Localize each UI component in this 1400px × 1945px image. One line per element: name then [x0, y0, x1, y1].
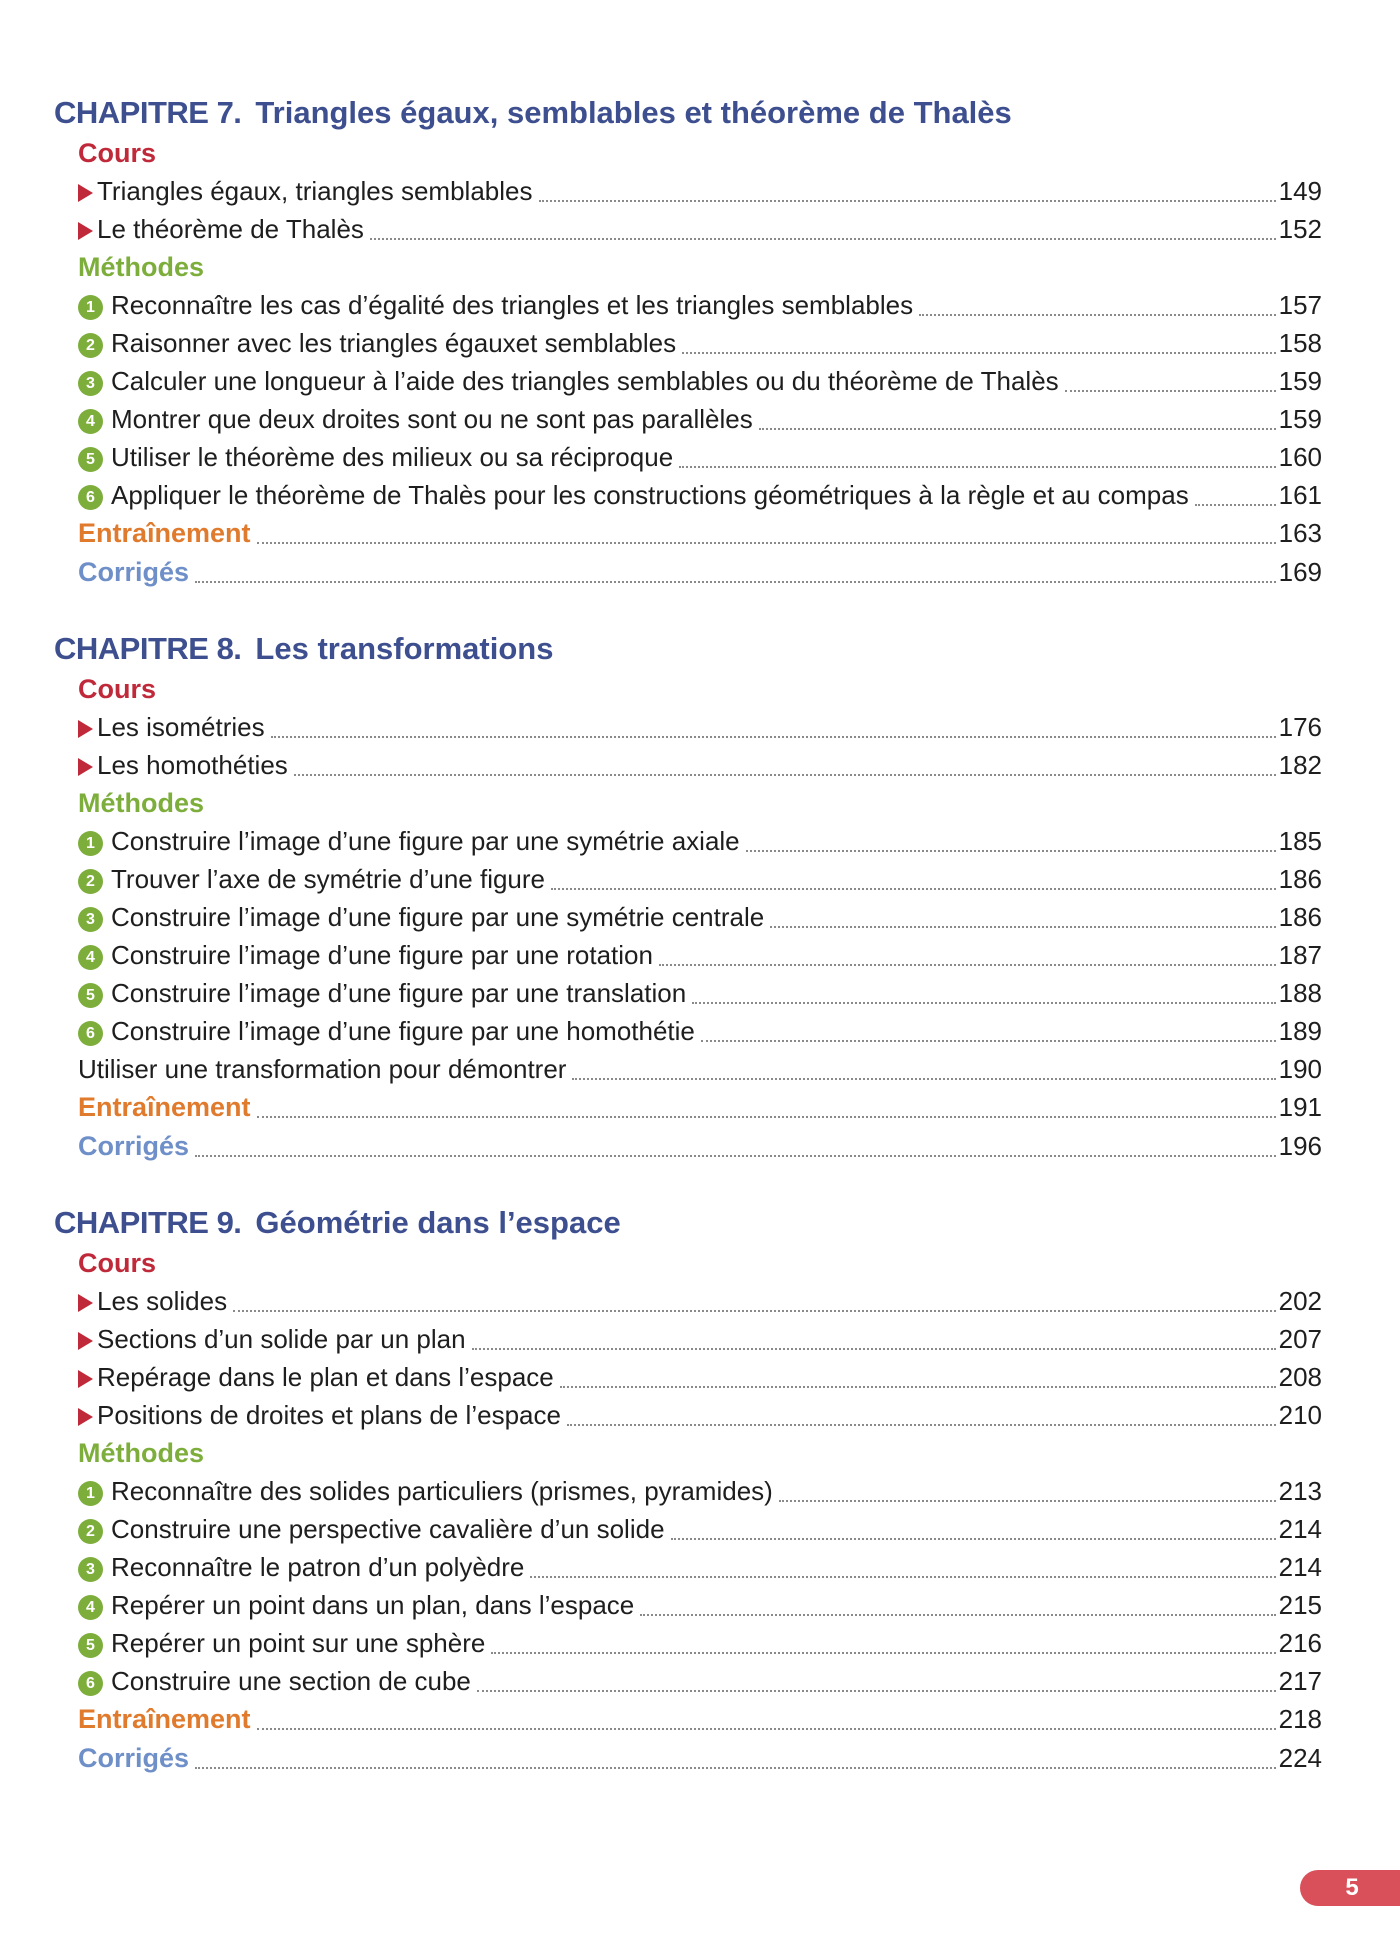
dot-leader	[477, 1689, 1276, 1692]
entry-title: Utiliser une transformation pour démontrer	[78, 1054, 567, 1084]
entry-title: Construire l’image d’une figure par une symétrie axiale	[111, 826, 740, 856]
cours-heading: Cours	[78, 138, 157, 168]
page-number: 213	[1278, 1476, 1322, 1506]
entry-title: Entraînement	[78, 1092, 251, 1122]
page-number: 208	[1278, 1362, 1322, 1392]
entry-title: Corrigés	[78, 1131, 190, 1161]
methodes-heading: Méthodes	[78, 788, 205, 818]
corriges-entry[interactable]	[78, 1127, 1322, 1166]
step-number-badge: 3	[78, 1557, 103, 1582]
entrainement-entry[interactable]	[78, 514, 1322, 553]
dot-leader	[539, 199, 1276, 202]
entry-title: Construire l’image d’une figure par une homothétie	[111, 1016, 695, 1046]
entry-title: Reconnaître les cas d’égalité des triangles et les triangles semblables	[111, 290, 914, 320]
entry-title: Entraînement	[78, 518, 251, 548]
cours-entry[interactable]	[78, 708, 1322, 746]
page-number: 189	[1278, 1016, 1322, 1046]
methode-entry[interactable]	[78, 1662, 1322, 1700]
dot-leader	[560, 1385, 1276, 1388]
cours-entry[interactable]	[78, 1320, 1322, 1358]
page-number: 190	[1278, 1054, 1322, 1084]
step-number-badge: 4	[78, 945, 103, 970]
step-number-badge: 1	[78, 831, 103, 856]
page-number: 188	[1278, 978, 1322, 1008]
cours-entry[interactable]	[78, 1358, 1322, 1396]
dot-leader	[701, 1039, 1276, 1042]
dot-leader	[530, 1575, 1275, 1578]
entry-title: Repérer un point dans un plan, dans l’espace	[111, 1590, 635, 1620]
dot-leader	[770, 925, 1275, 928]
dot-leader	[491, 1651, 1275, 1654]
table-of-contents	[0, 92, 1400, 1814]
step-number-badge: 4	[78, 409, 103, 434]
entry-title: Reconnaître le patron d’un polyèdre	[111, 1552, 525, 1582]
methode-entry[interactable]	[78, 438, 1322, 476]
methode-entry[interactable]	[78, 324, 1322, 362]
methode-entry[interactable]	[78, 1510, 1322, 1548]
triangle-bullet-icon	[78, 1370, 93, 1388]
triangle-bullet-icon	[78, 720, 93, 738]
entry-title: Appliquer le théorème de Thalès pour les constructions géométriques à la règle et au compas	[111, 480, 1189, 510]
chapter-section	[0, 92, 1400, 592]
methodes-heading: Méthodes	[78, 1438, 205, 1468]
page-number: 176	[1278, 712, 1322, 742]
dot-leader	[294, 773, 1276, 776]
step-number-badge: 5	[78, 447, 103, 472]
step-number-badge: 5	[78, 1633, 103, 1658]
chapter-number: CHAPITRE 7.	[54, 95, 242, 130]
methode-entry[interactable]	[78, 362, 1322, 400]
methode-entry[interactable]	[78, 1624, 1322, 1662]
step-number-badge: 1	[78, 1481, 103, 1506]
step-number-badge: 6	[78, 485, 103, 510]
entry-title: Le théorème de Thalès	[97, 214, 364, 244]
page-number: 159	[1278, 404, 1322, 434]
entry-title: Trouver l’axe de symétrie d’une figure	[111, 864, 546, 894]
corriges-entry[interactable]	[78, 1739, 1322, 1778]
step-number-badge: 2	[78, 1519, 103, 1544]
chapter-title: Triangles égaux, semblables et théorème de Thalès	[255, 95, 1012, 130]
dot-leader	[572, 1077, 1275, 1080]
triangle-bullet-icon	[78, 758, 93, 776]
cours-heading: Cours	[78, 674, 157, 704]
page-number: 218	[1278, 1704, 1322, 1734]
step-number-badge: 4	[78, 1595, 103, 1620]
cours-entry[interactable]	[78, 746, 1322, 784]
dot-leader	[1195, 503, 1276, 506]
page-number: 196	[1278, 1131, 1322, 1161]
methode-entry[interactable]	[78, 974, 1322, 1012]
methode-entry[interactable]	[78, 860, 1322, 898]
page-number: 191	[1278, 1092, 1322, 1122]
methode-entry[interactable]	[78, 936, 1322, 974]
dot-leader	[195, 1154, 1276, 1157]
entry-title: Repérage dans le plan et dans l’espace	[97, 1362, 554, 1392]
entry-title: Les isométries	[97, 712, 265, 742]
cours-entry[interactable]	[78, 1282, 1322, 1320]
page-number: 149	[1278, 176, 1322, 206]
page-number: 214	[1278, 1514, 1322, 1544]
page-number: 202	[1278, 1286, 1322, 1316]
page-number: 224	[1278, 1743, 1322, 1773]
dot-leader	[195, 580, 1276, 583]
entry-title: Les homothéties	[97, 750, 288, 780]
page-number: 169	[1278, 557, 1322, 587]
page-number: 214	[1278, 1552, 1322, 1582]
triangle-bullet-icon	[78, 184, 93, 202]
methode-entry[interactable]	[78, 1472, 1322, 1510]
methode-entry[interactable]	[78, 286, 1322, 324]
dot-leader	[692, 1001, 1275, 1004]
entry-title: Montrer que deux droites sont ou ne sont pas parallèles	[111, 404, 753, 434]
chapter-section	[0, 1202, 1400, 1778]
entry-title: Repérer un point sur une sphère	[111, 1628, 486, 1658]
page-number: 160	[1278, 442, 1322, 472]
methode-entry[interactable]	[78, 476, 1322, 514]
page-number: 182	[1278, 750, 1322, 780]
step-number-badge: 2	[78, 333, 103, 358]
cours-entry[interactable]	[78, 210, 1322, 248]
step-number-badge: 6	[78, 1021, 103, 1046]
triangle-bullet-icon	[78, 1408, 93, 1426]
page-number: 159	[1278, 366, 1322, 396]
dot-leader	[233, 1309, 1276, 1312]
chapter-heading	[54, 92, 1400, 134]
chapter-title: Géométrie dans l’espace	[255, 1205, 621, 1240]
chapter-section	[0, 628, 1400, 1166]
entrainement-entry[interactable]	[78, 1088, 1322, 1127]
dot-leader	[472, 1347, 1276, 1350]
toc-entry[interactable]	[78, 1050, 1322, 1088]
page-number: 185	[1278, 826, 1322, 856]
methodes-heading: Méthodes	[78, 252, 205, 282]
dot-leader	[257, 541, 1276, 544]
chapter-number: CHAPITRE 8.	[54, 631, 242, 666]
step-number-badge: 5	[78, 983, 103, 1008]
entry-title: Triangles égaux, triangles semblables	[97, 176, 533, 206]
entry-title: Utiliser le théorème des milieux ou sa réciproque	[111, 442, 674, 472]
entry-title: Construire l’image d’une figure par une translation	[111, 978, 687, 1008]
page-number: 186	[1278, 864, 1322, 894]
entry-title: Corrigés	[78, 557, 190, 587]
dot-leader	[919, 313, 1276, 316]
dot-leader	[567, 1423, 1276, 1426]
step-number-badge: 3	[78, 371, 103, 396]
page-number: 207	[1278, 1324, 1322, 1354]
entry-title: Corrigés	[78, 1743, 190, 1773]
dot-leader	[195, 1766, 1276, 1769]
entry-title: Construire l’image d’une figure par une rotation	[111, 940, 653, 970]
page-number: 215	[1278, 1590, 1322, 1620]
dot-leader	[746, 849, 1276, 852]
page-number: 152	[1278, 214, 1322, 244]
entry-title: Les solides	[97, 1286, 228, 1316]
entry-title: Construire l’image d’une figure par une symétrie centrale	[111, 902, 765, 932]
page-number: 161	[1278, 480, 1322, 510]
entrainement-entry[interactable]	[78, 1700, 1322, 1739]
triangle-bullet-icon	[78, 1332, 93, 1350]
page-number-badge: 5	[1300, 1870, 1400, 1906]
step-number-badge: 3	[78, 907, 103, 932]
chapter-title: Les transformations	[255, 631, 554, 666]
entry-title: Sections d’un solide par un plan	[97, 1324, 466, 1354]
step-number-badge: 1	[78, 295, 103, 320]
dot-leader	[551, 887, 1276, 890]
entry-title: Positions de droites et plans de l’espace	[97, 1400, 561, 1430]
dot-leader	[682, 351, 1276, 354]
dot-leader	[659, 963, 1276, 966]
page-number: 187	[1278, 940, 1322, 970]
corriges-entry[interactable]	[78, 553, 1322, 592]
dot-leader	[779, 1499, 1276, 1502]
entry-title: Calculer une longueur à l’aide des triangles semblables ou du théorème de Thalès	[111, 366, 1059, 396]
dot-leader	[679, 465, 1275, 468]
entry-title: Entraînement	[78, 1704, 251, 1734]
step-number-badge: 2	[78, 869, 103, 894]
chapter-heading	[54, 628, 1400, 670]
chapter-number: CHAPITRE 9.	[54, 1205, 242, 1240]
methode-entry[interactable]	[78, 1548, 1322, 1586]
cours-entry[interactable]	[78, 1396, 1322, 1434]
methode-entry[interactable]	[78, 898, 1322, 936]
entry-title: Construire une section de cube	[111, 1666, 471, 1696]
page-number: 186	[1278, 902, 1322, 932]
page-number: 217	[1278, 1666, 1322, 1696]
cours-heading: Cours	[78, 1248, 157, 1278]
entry-title: Construire une perspective cavalière d’un solide	[111, 1514, 665, 1544]
triangle-bullet-icon	[78, 1294, 93, 1312]
page-number: 158	[1278, 328, 1322, 358]
dot-leader	[370, 237, 1276, 240]
dot-leader	[1065, 389, 1276, 392]
dot-leader	[271, 735, 1276, 738]
dot-leader	[640, 1613, 1275, 1616]
page-number: 216	[1278, 1628, 1322, 1658]
methode-entry[interactable]	[78, 400, 1322, 438]
methode-entry[interactable]	[78, 1586, 1322, 1624]
dot-leader	[257, 1727, 1276, 1730]
entry-title: Reconnaître des solides particuliers (prismes, pyramides)	[111, 1476, 773, 1506]
dot-leader	[257, 1115, 1276, 1118]
entry-title: Raisonner avec les triangles égauxet semblables	[111, 328, 677, 358]
dot-leader	[759, 427, 1276, 430]
page-number: 163	[1278, 518, 1322, 548]
cours-entry[interactable]	[78, 172, 1322, 210]
dot-leader	[671, 1537, 1276, 1540]
chapter-heading	[54, 1202, 1400, 1244]
methode-entry[interactable]	[78, 822, 1322, 860]
page-number: 157	[1278, 290, 1322, 320]
methode-entry[interactable]	[78, 1012, 1322, 1050]
page-number: 210	[1278, 1400, 1322, 1430]
step-number-badge: 6	[78, 1671, 103, 1696]
triangle-bullet-icon	[78, 222, 93, 240]
